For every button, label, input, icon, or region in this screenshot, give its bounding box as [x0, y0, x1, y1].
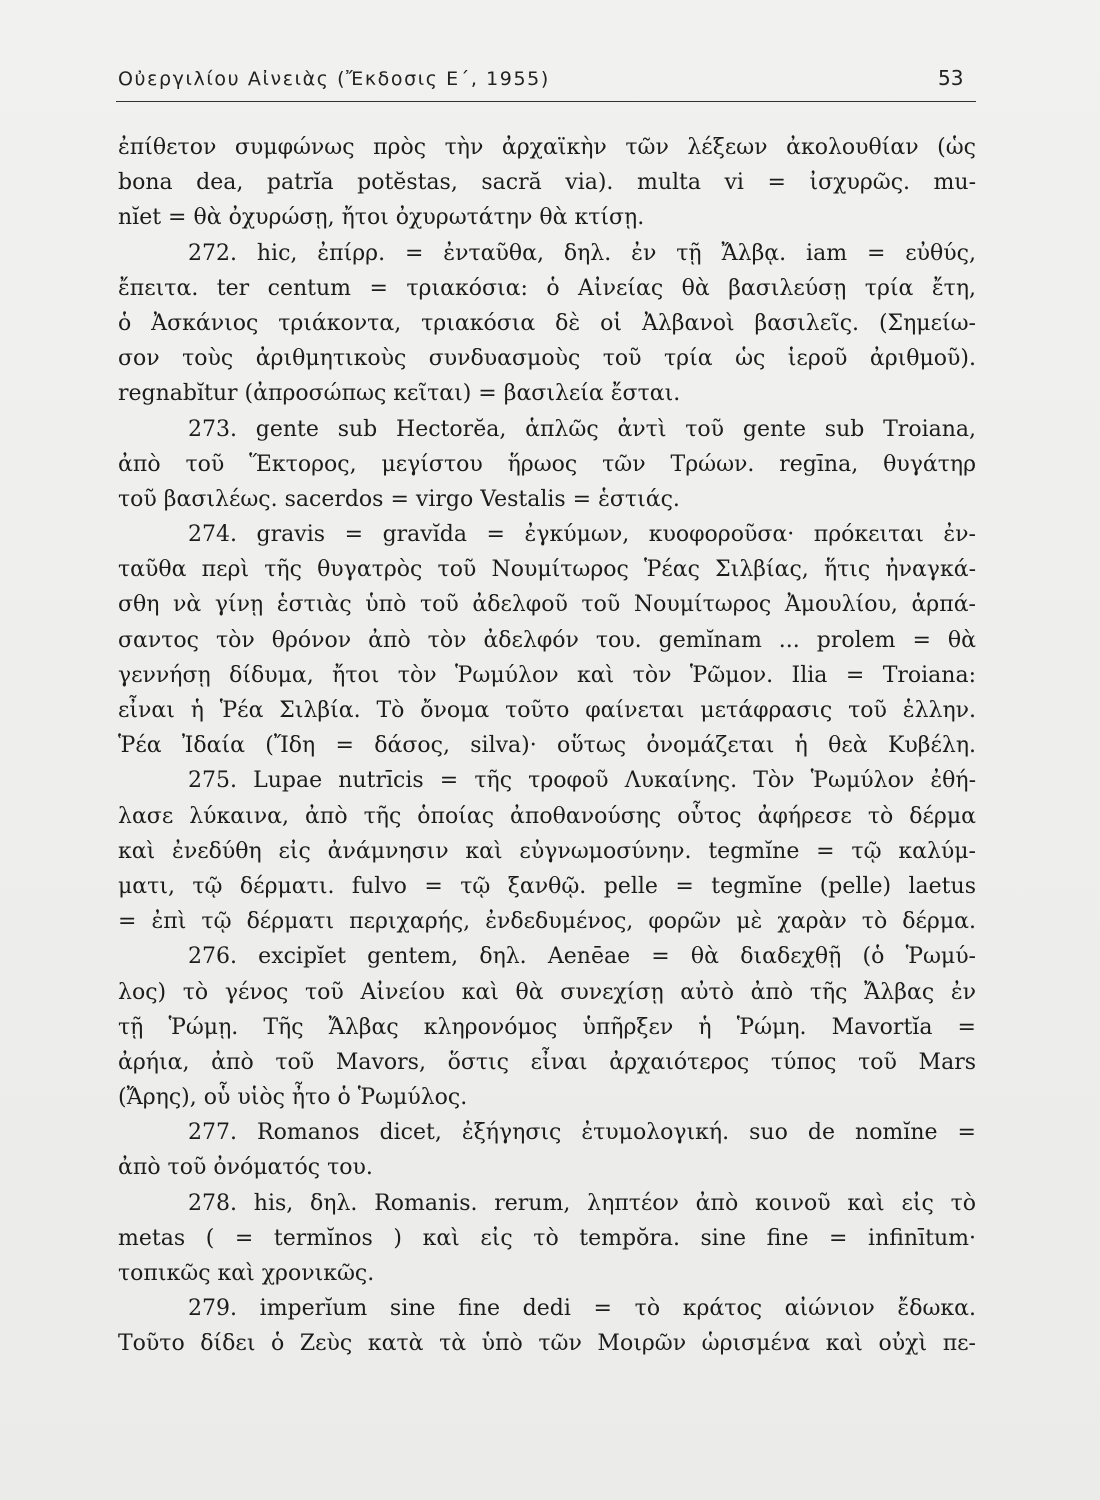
text-line: τοῦ βασιλέως. sacerdos = virgo Vestalis = ἑστιάς.: [118, 486, 680, 512]
text-line: 279. imperĭum sine fine dedi = τὸ κράτος αἰώνιον ἔδωκα.: [188, 1296, 976, 1322]
text-line: τοπικῶς καὶ χρονικῶς.: [118, 1261, 375, 1286]
text-line: ταῦθα περὶ τῆς θυγατρὸς τοῦ Νουμίτωρος Ῥέας Σιλβίας, ἥτις ἠναγκά-: [118, 557, 976, 583]
text-line: Τοῦτο δίδει ὁ Ζεὺς κατὰ τὰ ὑπὸ τῶν Μοιρῶν ὡρισμένα καὶ οὐχὶ πε-: [118, 1331, 976, 1357]
text-line: ἀπὸ τοῦ Ἕκτορος, μεγίστου ἥρωος τῶν Τρώων. regīna, θυγάτηρ: [118, 451, 976, 477]
text-line: σαντος τὸν θρόνον ἀπὸ τὸν ἀδελφόν του. gemĭnam ... prolem = θὰ: [118, 627, 976, 653]
text-line: γεννήσῃ δίδυμα, ἤτοι τὸν Ῥωμύλον καὶ τὸν Ῥῶμον. Ilia = Troiana:: [118, 662, 976, 688]
text-line: (Ἄρης), οὗ υἱὸς ἦτο ὁ Ῥωμύλος.: [118, 1085, 468, 1111]
text-line: εἶναι ἡ Ῥέα Σιλβία. Τὸ ὄνομα τοῦτο φαίνεται μετάφρασις τοῦ ἑλλην.: [118, 698, 976, 723]
text-line: ἔπειτα. ter centum = τριακόσια: ὁ Αἰνείας θὰ βασιλεύσῃ τρία ἔτη,: [118, 275, 976, 301]
text-line: ὁ Ἀσκάνιος τριάκοντα, τριακόσια δὲ οἱ Ἀλβανοὶ βασιλεῖς. (Σημείω-: [118, 310, 976, 336]
text-line: 274. gravis = gravĭda = ἐγκύμων, κυοφοροῦσα· πρόκειται ἐν-: [188, 522, 976, 548]
text-line: ἀπὸ τοῦ ὀνόματός του.: [118, 1155, 373, 1181]
text-line: τῇ Ῥώμῃ. Τῆς Ἄλβας κληρονόμος ὑπῆρξεν ἡ Ῥώμη. Mavortĭa =: [118, 1014, 976, 1040]
text-line: 277. Romanos dicet, ἐξήγησις ἐτυμολογική. suo de nomĭne =: [188, 1120, 976, 1146]
text-line: 278. his, δηλ. Romanis. rerum, ληπτέον ἀπὸ κοινοῦ καὶ εἰς τὸ: [188, 1190, 976, 1216]
text-line: regnabĭtur (ἀπροσώπως κεῖται) = βασιλεία ἔσται.: [118, 381, 681, 407]
text-line: bona dea, patrĭa potĕstas, sacră via). multa vi = ἰσχυρῶς. mu-: [118, 170, 976, 196]
text-line: 275. Lupae nutrīcis = τῆς τροφοῦ Λυκαίνης. Τὸν Ῥωμύλον ἐθή-: [188, 768, 976, 794]
text-line: Ῥέα Ἰδαία (Ἴδη = δάσος, silva)· οὕτως ὀνομάζεται ἡ θεὰ Κυβέλη.: [118, 733, 976, 759]
text-line: 272. hic, ἐπίρρ. = ἐνταῦθα, δηλ. ἐν τῇ Ἄλβᾳ. iam = εὐθύς,: [188, 240, 976, 266]
text-line: σον τοὺς ἀριθμητικοὺς συνδυασμοὺς τοῦ τρία ὡς ἱεροῦ ἀριθμοῦ).: [118, 346, 976, 372]
running-title: Οὐεργιλίου Αἰνειὰς (Ἔκδοσις Ε΄, 1955): [118, 68, 550, 90]
text-line: ματι, τῷ δέρματι. fulvo = τῷ ξανθῷ. pelle = tegmĭne (pelle) laetus: [118, 873, 976, 899]
text-line: ἀρήια, ἀπὸ τοῦ Mavors, ὅστις εἶναι ἀρχαιότερος τύπος τοῦ Mars: [118, 1049, 976, 1075]
text-line: καὶ ἐνεδύθη εἰς ἀνάμνησιν καὶ εὐγνωμοσύνην. tegmĭne = τῷ καλύμ-: [118, 838, 976, 864]
text-line: λασε λύκαινα, ἀπὸ τῆς ὁποίας ἀποθανούσης οὗτος ἀφήρεσε τὸ δέρμα: [118, 803, 976, 829]
commentary-text: [118, 130, 976, 1362]
page-number: 53: [938, 66, 964, 90]
text-line: σθη νὰ γίνῃ ἑστιὰς ὑπὸ τοῦ ἀδελφοῦ τοῦ Νουμίτωρος Ἀμουλίου, ἁρπά-: [118, 592, 976, 618]
text-line: metas ( = termĭnos ) καὶ εἰς τὸ tempŏra. sine fine = infinītum·: [118, 1225, 976, 1251]
text-line: = ἐπὶ τῷ δέρματι περιχαρής, ἐνδεδυμένος, φορῶν μὲ χαρὰν τὸ δέρμα.: [118, 909, 976, 935]
header-rule: [116, 101, 976, 102]
text-line: nĭet = θὰ ὀχυρώσῃ, ἤτοι ὀχυρωτάτην θὰ κτίσῃ.: [118, 205, 645, 231]
text-line: 276. excipĭet gentem, δηλ. Aenēae = θὰ διαδεχθῇ (ὁ Ῥωμύ-: [188, 944, 976, 970]
text-line: λος) τὸ γένος τοῦ Αἰνείου καὶ θὰ συνεχίσῃ αὐτὸ ἀπὸ τῆς Ἄλβας ἐν: [118, 979, 976, 1005]
text-line: 273. gente sub Hectorĕa, ἁπλῶς ἀντὶ τοῦ gente sub Troiana,: [188, 416, 976, 442]
text-line: ἐπίθετον συμφώνως πρὸς τὴν ἀρχαϊκὴν τῶν λέξεων ἀκολουθίαν (ὡς: [118, 135, 976, 160]
